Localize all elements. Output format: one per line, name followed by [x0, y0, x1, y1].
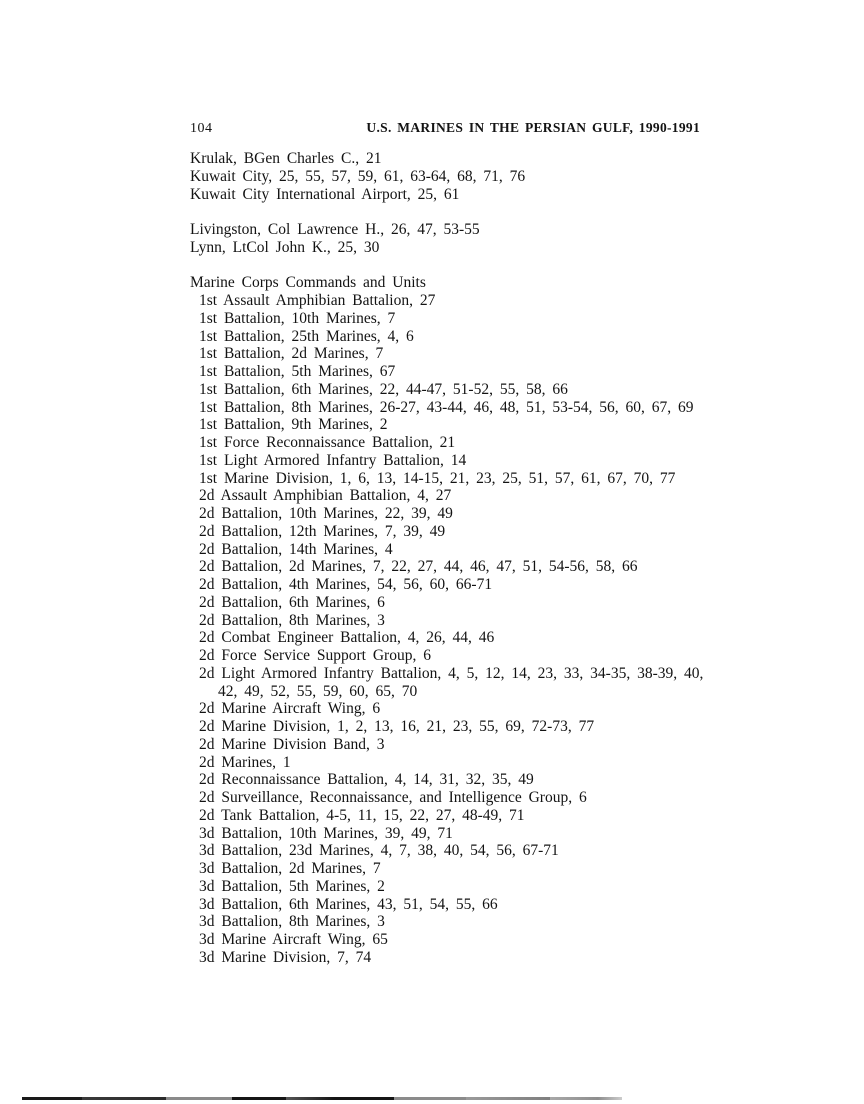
- index-line: 2d Marine Division, 1, 2, 13, 16, 21, 23, 55, 69, 72-73, 77: [199, 718, 595, 735]
- index-line: Lynn, LtCol John K., 25, 30: [190, 238, 380, 256]
- index-line: 3d Battalion, 2d Marines, 7: [199, 860, 381, 877]
- index-line: 1st Force Reconnaissance Battalion, 21: [199, 434, 456, 451]
- index-line: 2d Marine Division Band, 3: [199, 735, 385, 753]
- index-line: 1st Assault Amphibian Battalion, 27: [199, 292, 436, 309]
- index-line: 3d Marine Aircraft Wing, 65: [199, 931, 388, 948]
- index-line: Kuwait City, 25, 55, 57, 59, 61, 63-64, 68, 71, 76: [190, 167, 526, 185]
- index-line: Kuwait City International Airport, 25, 61: [190, 185, 460, 203]
- index-body: [190, 150, 790, 967]
- running-title: U.S. MARINES IN THE PERSIAN GULF, 1990-1991: [366, 120, 700, 135]
- index-line: Livingston, Col Lawrence H., 26, 47, 53-55: [190, 221, 480, 238]
- index-line: 2d Battalion, 12th Marines, 7, 39, 49: [199, 522, 446, 540]
- index-line: 2d Assault Amphibian Battalion, 4, 27: [199, 487, 452, 505]
- index-line: Marine Corps Commands and Units: [190, 274, 426, 292]
- index-line: 2d Light Armored Infantry Battalion, 4, 5, 12, 14, 23, 33, 34-35, 38-39, 40,: [199, 664, 704, 682]
- page-number: 104: [190, 121, 213, 136]
- index-line: 2d Marine Aircraft Wing, 6: [199, 700, 381, 718]
- index-line: 1st Battalion, 5th Marines, 67: [199, 363, 396, 380]
- index-line: 1st Battalion, 25th Marines, 4, 6: [199, 327, 414, 345]
- index-line: 2d Reconnaissance Battalion, 4, 14, 31, 32, 35, 49: [199, 771, 534, 789]
- index-line: 2d Battalion, 8th Marines, 3: [199, 611, 385, 629]
- index-line: 2d Tank Battalion, 4-5, 11, 15, 22, 27, 48-49, 71: [199, 806, 525, 824]
- index-line: 1st Battalion, 6th Marines, 22, 44-47, 51-52, 55, 58, 66: [199, 380, 568, 398]
- blank-line: [190, 203, 790, 221]
- index-line: 2d Battalion, 4th Marines, 54, 56, 60, 66-71: [199, 576, 493, 593]
- index-line: 1st Battalion, 8th Marines, 26-27, 43-44, 46, 48, 51, 53-54, 56, 60, 67, 69: [199, 398, 694, 416]
- index-line: 2d Surveillance, Reconnaissance, and Intelligence Group, 6: [199, 789, 587, 806]
- index-line: 3d Battalion, 10th Marines, 39, 49, 71: [199, 824, 453, 842]
- index-line: 3d Battalion, 23d Marines, 4, 7, 38, 40, 54, 56, 67-71: [199, 842, 559, 860]
- scan-artifact-line: [22, 1097, 622, 1100]
- index-line: 2d Battalion, 14th Marines, 4: [199, 540, 393, 558]
- index-line: 3d Battalion, 5th Marines, 2: [199, 877, 385, 895]
- index-line: 3d Marine Division, 7, 74: [199, 948, 372, 966]
- index-line: 3d Battalion, 8th Marines, 3: [199, 913, 385, 931]
- index-line: 2d Combat Engineer Battalion, 4, 26, 44, 46: [199, 629, 495, 647]
- index-line: 42, 49, 52, 55, 59, 60, 65, 70: [218, 682, 418, 700]
- index-line: Krulak, BGen Charles C., 21: [190, 150, 382, 167]
- index-line: 2d Force Service Support Group, 6: [199, 647, 431, 664]
- blank-line: [190, 257, 790, 275]
- index-line: 3d Battalion, 6th Marines, 43, 51, 54, 55, 66: [199, 895, 498, 913]
- index-line: 1st Light Armored Infantry Battalion, 14: [199, 451, 467, 469]
- page-header: [190, 120, 700, 137]
- index-line: 2d Battalion, 2d Marines, 7, 22, 27, 44, 46, 47, 51, 54-56, 58, 66: [199, 558, 638, 576]
- index-line: 1st Marine Division, 1, 6, 13, 14-15, 21, 23, 25, 51, 57, 61, 67, 70, 77: [199, 469, 676, 487]
- index-line: 1st Battalion, 9th Marines, 2: [199, 416, 388, 434]
- index-line: 2d Battalion, 6th Marines, 6: [199, 593, 385, 611]
- index-line: 1st Battalion, 10th Marines, 7: [199, 309, 396, 327]
- index-line: 1st Battalion, 2d Marines, 7: [199, 345, 384, 363]
- index-line: 2d Marines, 1: [199, 753, 291, 771]
- index-line: 2d Battalion, 10th Marines, 22, 39, 49: [199, 505, 453, 522]
